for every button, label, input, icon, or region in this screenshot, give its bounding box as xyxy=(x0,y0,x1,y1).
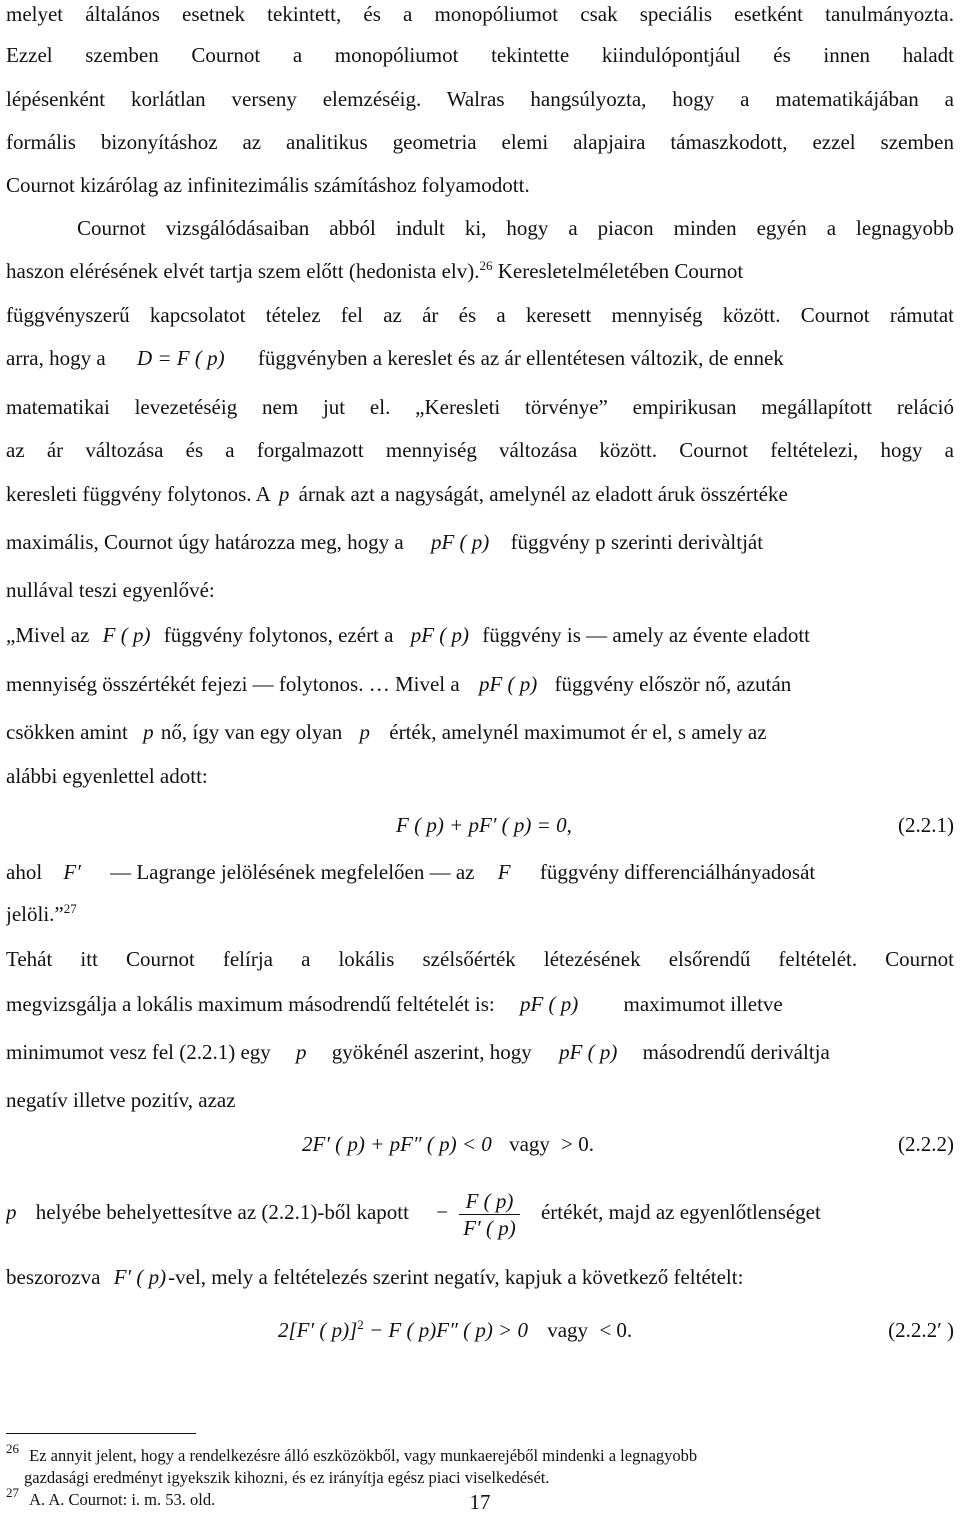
text-line: matematikai levezetéséig nem jut el. „Keresleti törvénye” empirikusan megállapított reláció xyxy=(6,395,954,419)
text-line xyxy=(6,1176,954,1248)
footnote-text: A. A. Cournot: i. m. 53. old. xyxy=(29,1490,216,1509)
text-line: negatív illetve pozitív, azaz xyxy=(6,1088,236,1112)
equation-body: 2F′ ( p) + pF″ ( p) < 0 xyxy=(302,1132,492,1156)
minus-sign: − xyxy=(436,1200,449,1224)
text-line xyxy=(6,1253,954,1301)
footnote-ref: 27 xyxy=(63,901,77,916)
quote-line: alábbi egyenlettel adott: xyxy=(6,764,208,788)
quote-line xyxy=(6,708,954,756)
text-line xyxy=(6,470,954,518)
text-span: -vel, mely a feltételezés szerint negatív, kapjuk a következő feltételt: xyxy=(168,1265,744,1289)
text-line: Cournot kizárólag az infinitezimális számításhoz folyamodott. xyxy=(6,173,530,197)
text-span: érték, amelynél maximumot ér el, s amely az xyxy=(389,720,767,744)
text-line xyxy=(6,1028,954,1076)
math-symbol: F xyxy=(497,860,511,884)
text-span: beszorozva xyxy=(6,1265,101,1289)
text-line xyxy=(6,247,954,295)
text-span: függvény folytonos, ezért a xyxy=(163,623,394,647)
text-span: minimumot vesz fel (2.2.1) egy xyxy=(6,1040,271,1064)
text-span: függvény differenciálhányadosát xyxy=(539,860,816,884)
footnote-separator xyxy=(6,1433,196,1434)
text-line: Ezzel szemben Cournot a monopóliumot tekintette kiindulópontjául és innen haladt xyxy=(6,43,954,67)
text-line: függvényszerű kapcsolatot tételez fel az ár és a keresett mennyiség között. Cournot rámutat xyxy=(6,303,954,327)
fraction-denominator: F′ ( p) xyxy=(463,1215,516,1240)
math-expression: pF ( p) xyxy=(478,672,538,696)
equation-body: 2[F′ ( p)] xyxy=(278,1318,358,1342)
text-span: helyébe behelyettesítve az (2.2.1)-ből kapott xyxy=(35,1200,409,1224)
text-span: Keresletelméletében Cournot xyxy=(492,259,744,283)
math-symbol: p xyxy=(359,720,371,744)
text-span: csökken amint xyxy=(6,720,128,744)
text-line: nullával teszi egyenlővé: xyxy=(6,578,215,602)
math-symbol: p xyxy=(143,720,154,744)
text-span: függvény p szerinti derivàltját xyxy=(510,530,764,554)
text-line: Tehát itt Cournot felírja a lokális szélsőérték létezésének elsőrendű feltételét. Cournot xyxy=(6,947,954,971)
text-span: keresleti függvény folytonos. A xyxy=(6,482,270,506)
equation-body: F ( p) + pF′ ( p) = 0 xyxy=(396,813,567,837)
text-span: függvény is — amely az évente eladott xyxy=(482,623,811,647)
equation-punct: , xyxy=(566,813,572,837)
math-expression: pF ( p) xyxy=(559,1040,618,1064)
text-span: mennyiség összértékét fejezi — folytonos. … Mivel a xyxy=(6,672,460,696)
math-expression: pF ( p) xyxy=(430,530,490,554)
math-expression: F′ ( p) xyxy=(113,1265,167,1289)
text-line: melyet általános esetnek tekintett, és a monopóliumot csak speciális esetként tanulmányozta. xyxy=(6,2,954,26)
text-span: függvény először nő, azután xyxy=(554,672,792,696)
quote-line xyxy=(6,611,954,659)
math-expression: F ( p) xyxy=(102,623,151,647)
equation-2-2-1 xyxy=(396,801,572,849)
text-line: lépésenként korlátlan verseny elemzéséig. Walras hangsúlyozta, hogy a matematikájában a xyxy=(6,87,954,111)
equation-punct: . xyxy=(626,1318,633,1342)
math-symbol: p xyxy=(278,482,290,506)
footnote-26-cont: gazdasági eredményt igyekszik kihozni, és ez irányítja egész piaci viselkedését. xyxy=(24,1468,550,1487)
text-span: ahol xyxy=(6,860,43,884)
math-symbol: p xyxy=(296,1040,307,1064)
text-span: árnak azt a nagyságát, amelynél az eladott áruk összértéke xyxy=(298,482,788,506)
footnote-marker: 27 xyxy=(6,1485,19,1500)
footnote-marker: 26 xyxy=(6,1441,19,1456)
text-line xyxy=(6,980,954,1028)
text-span: „Mivel az xyxy=(6,623,90,647)
equation-word: vagy xyxy=(547,1318,589,1342)
text-line: az ár változása és a forgalmazott mennyiség változása között. Cournot feltételezi, hogy a xyxy=(6,438,954,462)
text-span: megvizsgálja a lokális maximum másodrendű feltételét is: xyxy=(6,992,495,1016)
math-expression: pF ( p) xyxy=(519,992,579,1016)
equation-number: (2.2.1) xyxy=(898,813,954,837)
fraction xyxy=(459,1188,519,1241)
fraction-numerator: F ( p) xyxy=(459,1188,519,1215)
text-span: másodrendű deriváltja xyxy=(642,1040,830,1064)
text-span: maximális, Cournot úgy határozza meg, hogy a xyxy=(6,530,404,554)
text-span: függvényben a kereslet és az ár ellentétesen változik, de ennek xyxy=(257,346,784,370)
text-line: formális bizonyításhoz az analitikus geometria elemi alapjaira támaszkodott, ezzel szemben xyxy=(6,130,954,154)
text-line xyxy=(6,334,954,382)
footnote-text: Ez annyit jelent, hogy a rendelkezésre álló eszközökből, vagy munkaerejéből mindenki a legnagyobb xyxy=(29,1446,698,1465)
text-span: értékét, majd az egyenlőtlenséget xyxy=(540,1200,821,1224)
demand-function: D = F ( p) xyxy=(136,346,225,370)
text-span: gyökénél aszerint, hogy xyxy=(331,1040,532,1064)
text-span: jelöli.” xyxy=(6,902,64,926)
equation-punct: . xyxy=(588,1132,594,1156)
text-span: nő, így van egy olyan xyxy=(160,720,343,744)
text-span: haszon elérésének elvét tartja szem előtt (hedonista elv). xyxy=(6,259,480,283)
math-symbol: F′ xyxy=(63,860,81,884)
math-expression: pF ( p) xyxy=(410,623,470,647)
quote-line xyxy=(6,660,954,708)
equation-number: (2.2.2′ ) xyxy=(888,1318,954,1342)
math-symbol: p xyxy=(6,1200,17,1224)
text-line xyxy=(6,848,954,896)
paragraph-first-line: Cournot vizsgálódásaiban abból indult ki, hogy a piacon minden egyén a legnagyobb xyxy=(77,216,954,240)
page-number: 17 xyxy=(469,1490,491,1514)
text-line xyxy=(6,518,954,566)
text-span: maximumot illetve xyxy=(623,992,783,1016)
equation-2-2-2-prime xyxy=(278,1306,632,1354)
text-line xyxy=(6,890,954,938)
equation-body: − F ( p)F″ ( p) > 0 xyxy=(369,1318,528,1342)
equation-exponent: 2 xyxy=(357,1317,364,1332)
text-span: — Lagrange jelölésének megfelelően — az xyxy=(110,860,475,884)
equation-body: > 0 xyxy=(561,1132,589,1156)
footnote-26 xyxy=(6,1441,698,1468)
equation-word: vagy xyxy=(509,1132,550,1156)
equation-2-2-2 xyxy=(302,1120,594,1168)
text-span: arra, hogy a xyxy=(6,346,106,370)
document-page xyxy=(6,0,954,1514)
equation-number: (2.2.2) xyxy=(898,1132,954,1156)
footnote-ref: 26 xyxy=(479,258,493,273)
equation-body: < 0 xyxy=(599,1318,627,1342)
